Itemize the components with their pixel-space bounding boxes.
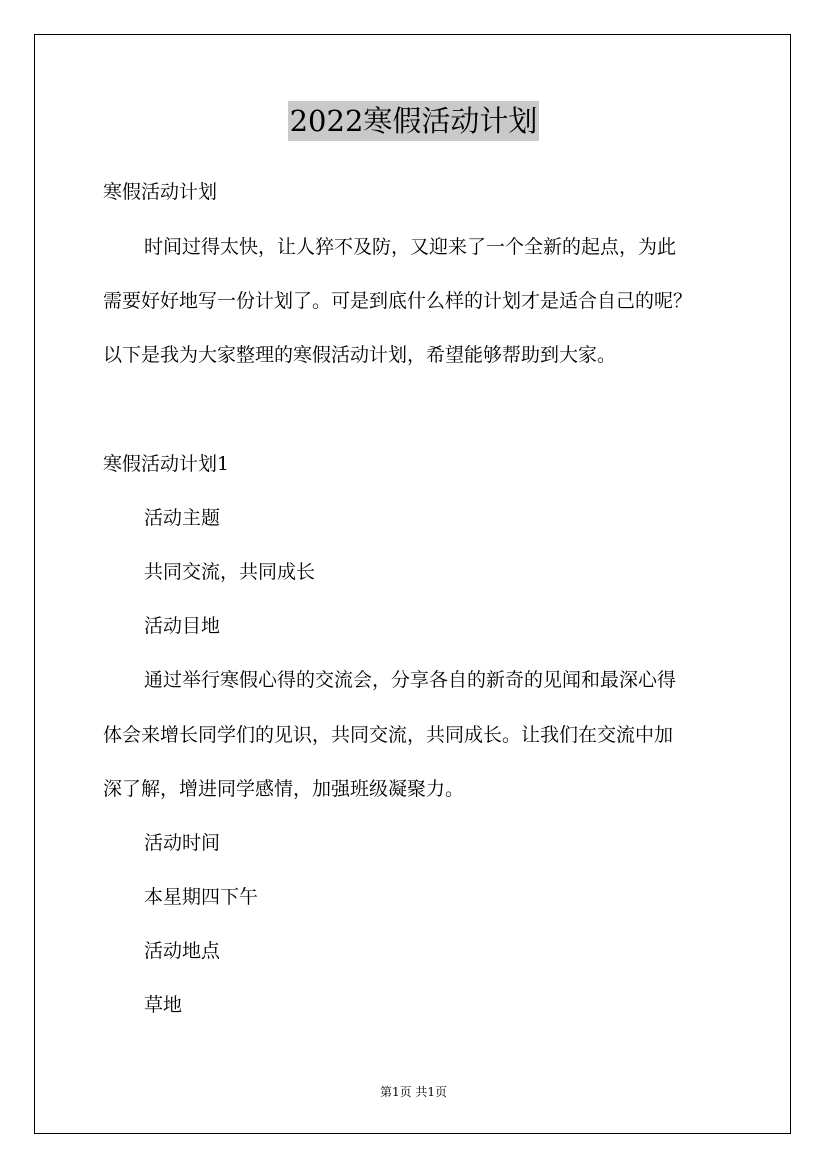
purpose-label: 活动目地 (144, 615, 221, 637)
subtitle: 寒假活动计划 (103, 181, 218, 203)
purpose-line-2: 体会来增长同学们的见识，共同交流，共同成长。让我们在交流中加 (103, 724, 674, 746)
title-wrapper (0, 101, 827, 141)
time-value: 本星期四下午 (144, 886, 259, 908)
theme-value: 共同交流，共同成长 (144, 561, 316, 583)
intro-line-2: 需要好好地写一份计划了。可是到底什么样的计划才是适合自己的呢？ (103, 290, 693, 312)
page-footer: 第1页 共1页 (379, 1085, 448, 1099)
theme-label: 活动主题 (144, 507, 221, 529)
purpose-line-3: 深了解，增进同学感情，加强班级凝聚力。 (103, 778, 465, 800)
section-heading: 寒假活动计划1 (103, 453, 230, 475)
document-title: 2022寒假活动计划 (288, 101, 540, 141)
intro-line-1: 时间过得太快，让人猝不及防，又迎来了一个全新的起点，为此 (144, 236, 677, 258)
intro-line-3: 以下是我为大家整理的寒假活动计划，希望能够帮助到大家。 (103, 344, 617, 366)
purpose-line-1: 通过举行寒假心得的交流会，分享各自的新奇的见闻和最深心得 (144, 669, 677, 691)
time-label: 活动时间 (144, 832, 221, 854)
place-value: 草地 (144, 994, 183, 1016)
place-label: 活动地点 (144, 940, 221, 962)
